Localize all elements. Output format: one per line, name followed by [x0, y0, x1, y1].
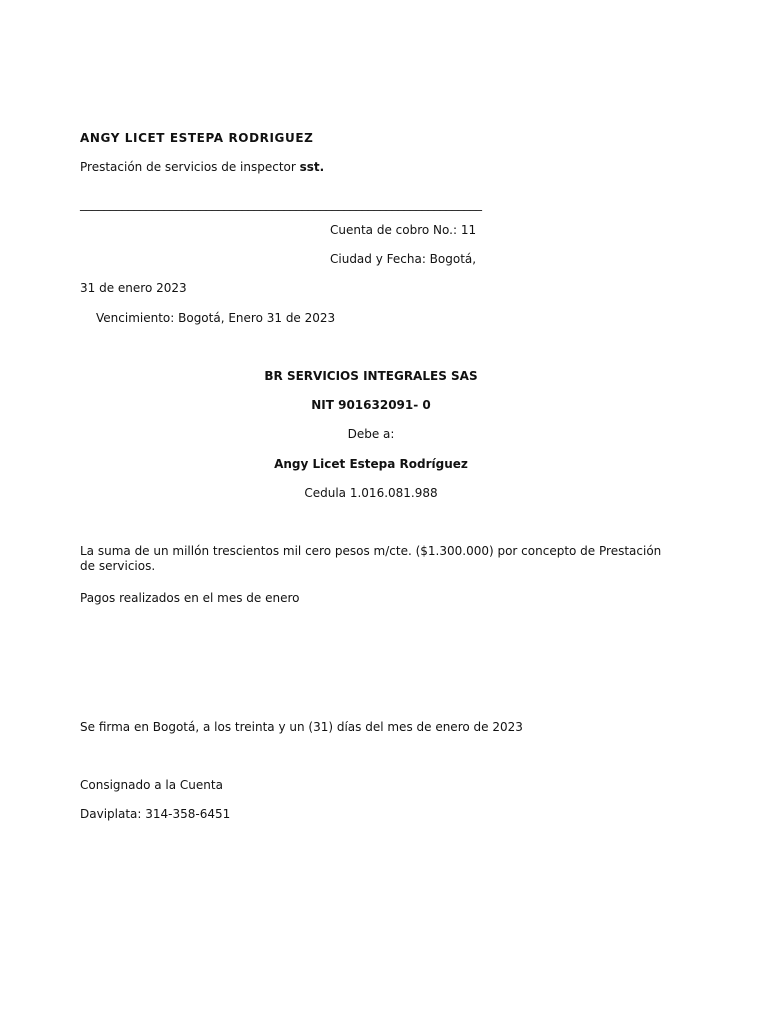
invoice-date: 31 de enero 2023	[80, 281, 187, 295]
debtor-nit: NIT 901632091- 0	[311, 398, 431, 412]
invoice-number: Cuenta de cobro No.: 11	[330, 223, 477, 237]
owes-label: Debe a:	[347, 427, 395, 441]
invoice-city-date: Ciudad y Fecha: Bogotá,	[330, 252, 477, 266]
service-prefix: Prestación de servicios de inspector	[80, 160, 300, 174]
payments-line: Pagos realizados en el mes de enero	[80, 591, 300, 605]
amount-paragraph: La suma de un millón trescientos mil cero pesos m/cte. ($1.300.000) por concepto de Prestación de servicios.	[80, 544, 662, 573]
debtor-company: BR SERVICIOS INTEGRALES SAS	[264, 369, 478, 383]
signature-statement: Se firma en Bogotá, a los treinta y un (31) días del mes de enero de 2023	[80, 720, 523, 734]
service-description	[80, 160, 324, 175]
creditor-name: Angy Licet Estepa Rodríguez	[274, 457, 468, 471]
invoice-due-date: Vencimiento: Bogotá, Enero 31 de 2023	[96, 311, 336, 325]
separator-rule: ___________________________________________________________________	[80, 197, 482, 211]
service-type: sst.	[299, 160, 325, 174]
deposit-label: Consignado a la Cuenta	[80, 778, 223, 792]
account-number: Daviplata: 314-358-6451	[80, 807, 231, 821]
creditor-id: Cedula 1.016.081.988	[304, 486, 438, 500]
issuer-name: ANGY LICET ESTEPA RODRIGUEZ	[80, 131, 314, 145]
